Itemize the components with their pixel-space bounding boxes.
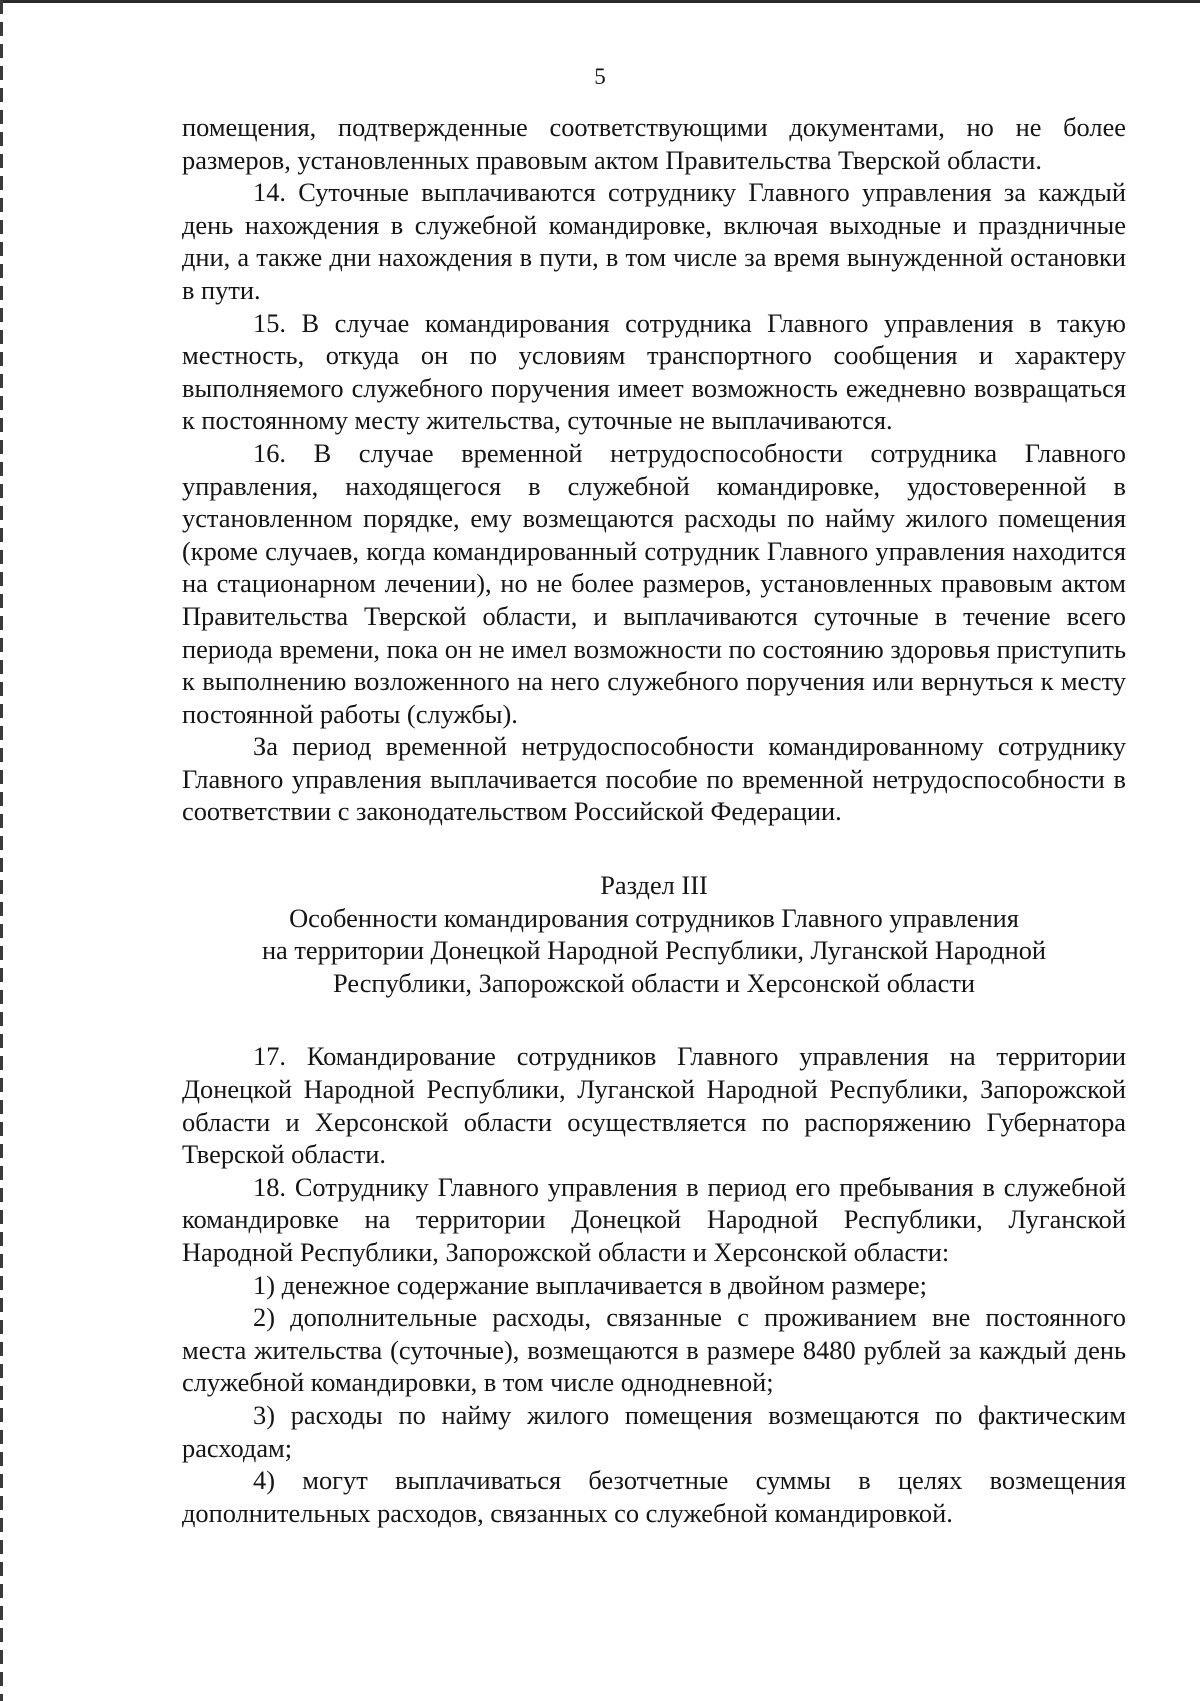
list-item-2: 2) дополнительные расходы, связанные с проживанием вне постоянного места жительства (суточные), возмещаются в размере 8480 рублей за каждый день служебной командировки, в том числе однодневной;	[182, 1302, 1126, 1398]
paragraph-18: 18. Сотруднику Главного управления в период его пребывания в служебной командировке на территории Донецкой Народной Республики, Луганской Народной Республики, Запорожской области и Херсонской области:	[182, 1171, 1126, 1267]
page-number: 5	[594, 64, 606, 89]
paragraph-17: 17. Командирование сотрудников Главного управления на территории Донецкой Народной Республики, Луганской Народной Республики, Запорожской области и Херсонской области осуществляется по распоряжению Губернатора Тверской области.	[182, 1041, 1126, 1170]
scan-border-left	[0, 0, 3, 1701]
section-subtitle-line: на территории Донецкой Народной Республики, Луганской Народной	[261, 935, 1047, 966]
section-title: Раздел III	[600, 870, 708, 901]
list-item-4: 4) могут выплачиваться безотчетные суммы в целях возмещения дополнительных расходов, связанных со служебной командировкой.	[182, 1465, 1126, 1528]
scan-border-top	[0, 0, 1200, 3]
paragraph-16-benefit: За период временной нетрудоспособности командированному сотруднику Главного управления выплачивается пособие по временной нетрудоспособности в соответствии с законодательством Российской Федерации.	[182, 731, 1126, 827]
document-body	[182, 111, 1126, 1529]
list-item-3: 3) расходы по найму жилого помещения возмещаются по фактическим расходам;	[182, 1399, 1126, 1463]
list-item-1: 1) денежное содержание выплачивается в двойном размере;	[253, 1269, 927, 1300]
paragraph-15: 15. В случае командирования сотрудника Главного управления в такую местность, откуда он по условиям транспортного сообщения и характеру выполняемого служебного поручения имеет возможность ежедневно возвращаться к постоянному месту жительства, суточные не выплачиваются.	[182, 307, 1126, 436]
section-subtitle-line: Республики, Запорожской области и Херсонской области	[333, 967, 975, 998]
paragraph-16: 16. В случае временной нетрудоспособности сотрудника Главного управления, находящегося в служебной командировке, удостоверенной в установленном порядке, ему возмещаются расходы по найму жилого помещения (кроме случаев, когда командированный сотрудник Главного управления находится на стационарном лечении), но не более размеров, установленных правовым актом Правительства Тверской области, и выплачиваются суточные в течение всего периода времени, пока он не имел возможности по состоянию здоровья приступить к выполнению возложенного на него служебного поручения или вернуться к месту постоянной работы (службы).	[182, 437, 1126, 729]
section-heading	[182, 869, 1126, 999]
paragraph-continuation: помещения, подтвержденные соответствующими документами, но не более размеров, установленных правовым актом Правительства Тверской области.	[182, 112, 1126, 175]
section-subtitle-line: Особенности командирования сотрудников Главного управления	[289, 902, 1019, 933]
paragraph-14: 14. Суточные выплачиваются сотруднику Главного управления за каждый день нахождения в служебной командировке, включая выходные и праздничные дни, а также дни нахождения в пути, в том числе за время вынужденной остановки в пути.	[182, 177, 1126, 305]
